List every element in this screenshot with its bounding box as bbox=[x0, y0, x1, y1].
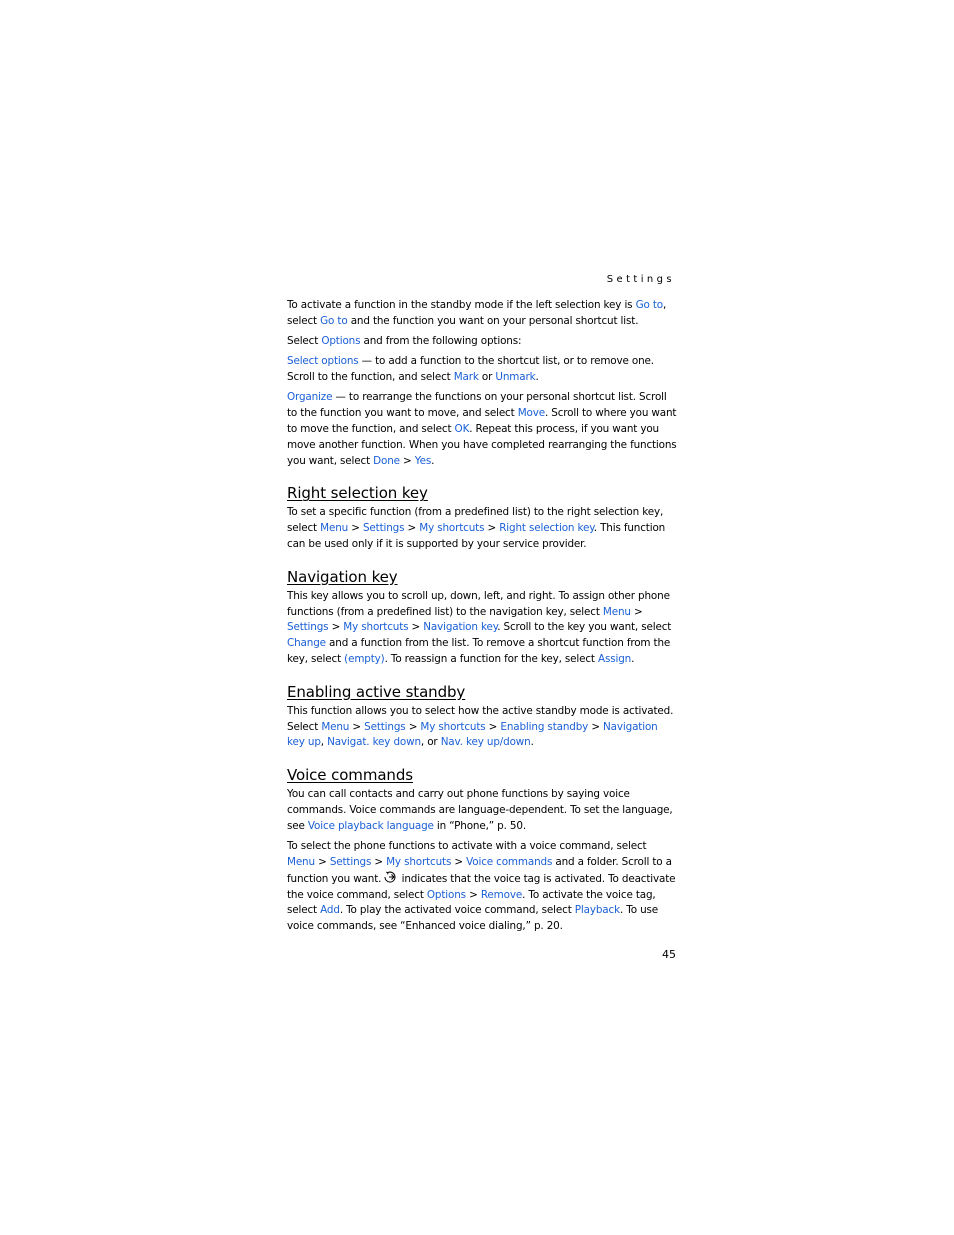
active-standby-paragraph: This function allows you to select how the active standby mode is activated. Select Menu > Settings > My shortcuts > Enabling standby > Navigation key up, Navigat. key down, or Nav. key up/down. bbox=[287, 704, 674, 749]
heading-navigation-key: Navigation key bbox=[287, 567, 398, 586]
link-right-selection-key: Right selection key bbox=[499, 522, 594, 535]
link-options: Options bbox=[321, 335, 361, 348]
link-done: Done bbox=[373, 454, 400, 467]
link-menu: Menu bbox=[321, 720, 350, 733]
link-empty: (empty) bbox=[344, 653, 385, 666]
voice-commands-paragraph-1: You can call contacts and carry out phone functions by saying voice commands. Voice commands are language-dependent. To set the language, see Voice playback language in “Phone,” p. 50. bbox=[287, 788, 673, 832]
link-my-shortcuts: My shortcuts bbox=[419, 522, 485, 535]
option-organize: Organize — to rearrange the functions on your personal shortcut list. Scroll to the function you want to move, and select Move. Scroll to where you want to move the function, and select OK. Repeat this process, if you want you move another function. When you have completed rearranging the functions you want, select Done > Yes. bbox=[287, 391, 677, 467]
link-settings: Settings bbox=[287, 621, 329, 634]
page-content bbox=[287, 298, 677, 939]
option-select-options: Select options — to add a function to the shortcut list, or to remove one. Scroll to the function, and select Mark or Unmark. bbox=[287, 355, 654, 384]
link-my-shortcuts: My shortcuts bbox=[386, 855, 452, 868]
link-enabling-standby: Enabling standby bbox=[500, 720, 589, 733]
link-nav-key-up-down: Nav. key up/down bbox=[440, 736, 531, 749]
link-go-to-2: Go to bbox=[320, 314, 348, 327]
page-number: 45 bbox=[662, 948, 676, 961]
link-select-options: Select options bbox=[287, 355, 359, 368]
navigation-paragraph: This key allows you to scroll up, down, left, and right. To assign other phone functions (from a predefined list) to the navigation key, select Menu > Settings > My shortcuts > Navigation key. Scroll to the key you want, select Change and a function from the list. To remove a shortcut function from the key, select (empty). To reassign a function for the key, select Assign. bbox=[287, 589, 672, 666]
link-ok: OK bbox=[454, 423, 470, 436]
link-menu: Menu bbox=[287, 855, 315, 868]
intro-paragraph-goto: To activate a function in the standby mode if the left selection key is Go to, select Go to and the function you want on your personal shortcut list. bbox=[287, 299, 667, 327]
link-settings: Settings bbox=[329, 855, 372, 868]
link-my-shortcuts: My shortcuts bbox=[420, 720, 486, 733]
link-options: Options bbox=[426, 888, 466, 901]
link-settings: Settings bbox=[362, 522, 405, 535]
link-remove: Remove bbox=[480, 888, 523, 901]
voice-tag-icon bbox=[384, 871, 398, 883]
link-mark: Mark bbox=[453, 371, 479, 384]
link-navigation-key: Navigation key bbox=[423, 621, 498, 634]
link-assign: Assign bbox=[598, 653, 632, 666]
link-move: Move bbox=[517, 407, 545, 420]
link-add: Add bbox=[320, 904, 340, 917]
link-menu: Menu bbox=[602, 605, 631, 618]
link-organize: Organize bbox=[287, 391, 333, 404]
link-yes: Yes bbox=[414, 454, 432, 467]
heading-right-selection-key: Right selection key bbox=[287, 484, 428, 503]
link-go-to: Go to bbox=[635, 299, 664, 311]
heading-enabling-active-standby: Enabling active standby bbox=[287, 682, 466, 701]
heading-voice-commands: Voice commands bbox=[287, 766, 413, 785]
link-unmark: Unmark bbox=[495, 371, 536, 384]
link-voice-playback-language: Voice playback language bbox=[307, 819, 434, 832]
right-selection-paragraph: To set a specific function (from a predefined list) to the right selection key, select Menu > Settings > My shortcuts > Right selection key. This function can be used only if it is supported by your service provider. bbox=[287, 506, 666, 551]
link-navigation-key-up: Navigation key up bbox=[287, 720, 658, 749]
link-change: Change bbox=[287, 637, 326, 650]
intro-paragraph-options: Select Options and from the following options: bbox=[287, 335, 522, 348]
link-settings: Settings bbox=[364, 720, 406, 733]
link-navigat-key-down: Navigat. key down bbox=[327, 736, 421, 749]
voice-commands-paragraph-2: To select the phone functions to activate with a voice command, select Menu > Settings > My shortcuts > Voice commands and a folder. Scroll to a function you want. indicates that the voice tag is activated. To deactivate the voice command, select Options > Remove. To activate the voice tag, select Add. To play the activated voice command, select Playback. To use voice commands, see “Enhanced voice dialing,” p. 20. bbox=[287, 840, 676, 933]
running-head: Settings bbox=[606, 274, 675, 285]
link-playback: Playback bbox=[574, 904, 620, 917]
link-menu: Menu bbox=[320, 522, 349, 535]
link-voice-commands: Voice commands bbox=[466, 855, 553, 868]
link-my-shortcuts: My shortcuts bbox=[343, 621, 409, 634]
